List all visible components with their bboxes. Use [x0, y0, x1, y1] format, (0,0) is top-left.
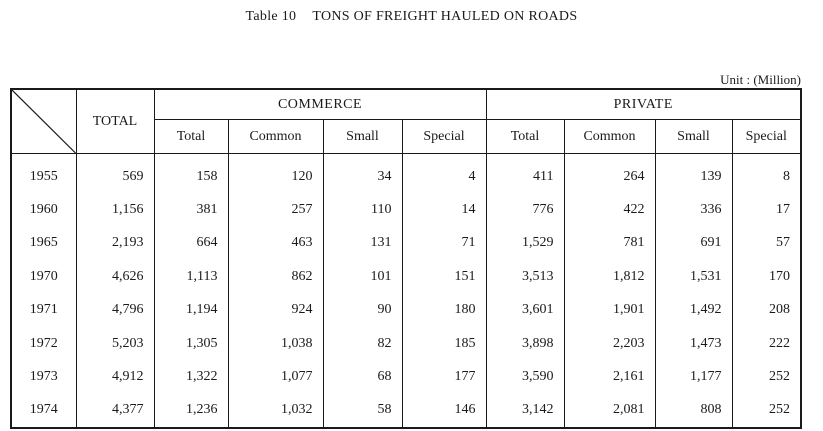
header-total: TOTAL: [76, 89, 154, 154]
cell-commerce-special: 177: [402, 360, 486, 393]
header-commerce-small: Small: [323, 120, 402, 154]
cell-commerce-common: 1,077: [228, 360, 323, 393]
cell-year: 1960: [11, 193, 76, 226]
cell-private-special: 170: [732, 260, 801, 293]
corner-cell: [11, 89, 76, 154]
cell-year: 1972: [11, 327, 76, 360]
header-private-common: Common: [564, 120, 655, 154]
table-row: [11, 193, 801, 226]
header-private-special: Special: [732, 120, 801, 154]
cell-commerce-small: 68: [323, 360, 402, 393]
cell-commerce-small: 58: [323, 394, 402, 428]
cell-commerce-total: 1,236: [154, 394, 228, 428]
cell-private-common: 781: [564, 227, 655, 260]
cell-commerce-small: 34: [323, 154, 402, 194]
cell-private-special: 222: [732, 327, 801, 360]
cell-commerce-common: 120: [228, 154, 323, 194]
cell-private-small: 1,177: [655, 360, 732, 393]
cell-total: 1,156: [76, 193, 154, 226]
cell-total: 5,203: [76, 327, 154, 360]
cell-commerce-common: 1,038: [228, 327, 323, 360]
cell-private-total: 776: [486, 193, 564, 226]
cell-private-small: 1,531: [655, 260, 732, 293]
freight-table: [10, 88, 802, 429]
cell-total: 4,626: [76, 260, 154, 293]
cell-private-total: 3,590: [486, 360, 564, 393]
cell-private-special: 8: [732, 154, 801, 194]
cell-private-special: 57: [732, 227, 801, 260]
cell-commerce-total: 381: [154, 193, 228, 226]
cell-private-common: 2,081: [564, 394, 655, 428]
cell-commerce-special: 180: [402, 294, 486, 327]
cell-commerce-common: 1,032: [228, 394, 323, 428]
cell-commerce-total: 1,194: [154, 294, 228, 327]
table-number: Table 10: [245, 9, 297, 24]
cell-commerce-total: 158: [154, 154, 228, 194]
table-row: [11, 227, 801, 260]
cell-private-common: 264: [564, 154, 655, 194]
cell-year: 1974: [11, 394, 76, 428]
cell-private-special: 252: [732, 394, 801, 428]
cell-private-total: 3,898: [486, 327, 564, 360]
cell-private-small: 808: [655, 394, 732, 428]
table-row: [11, 360, 801, 393]
cell-private-common: 1,901: [564, 294, 655, 327]
cell-commerce-special: 14: [402, 193, 486, 226]
cell-commerce-small: 90: [323, 294, 402, 327]
cell-private-common: 2,161: [564, 360, 655, 393]
cell-commerce-total: 1,305: [154, 327, 228, 360]
table-row: [11, 327, 801, 360]
cell-commerce-small: 131: [323, 227, 402, 260]
table-row: [11, 154, 801, 194]
cell-commerce-common: 924: [228, 294, 323, 327]
cell-commerce-total: 1,322: [154, 360, 228, 393]
cell-private-common: 1,812: [564, 260, 655, 293]
cell-commerce-small: 101: [323, 260, 402, 293]
cell-commerce-common: 862: [228, 260, 323, 293]
header-commerce: COMMERCE: [154, 89, 486, 120]
cell-commerce-special: 151: [402, 260, 486, 293]
cell-year: 1955: [11, 154, 76, 194]
cell-private-small: 1,492: [655, 294, 732, 327]
cell-year: 1965: [11, 227, 76, 260]
header-commerce-total: Total: [154, 120, 228, 154]
cell-private-total: 1,529: [486, 227, 564, 260]
table-caption: TONS OF FREIGHT HAULED ON ROADS: [312, 9, 578, 24]
cell-private-small: 691: [655, 227, 732, 260]
header-commerce-special: Special: [402, 120, 486, 154]
table-row: [11, 294, 801, 327]
table-row: [11, 394, 801, 428]
cell-commerce-common: 257: [228, 193, 323, 226]
cell-private-small: 1,473: [655, 327, 732, 360]
diagonal-line: [12, 90, 76, 153]
header-private: PRIVATE: [486, 89, 801, 120]
unit-label: Unit : (Million): [720, 72, 801, 87]
cell-commerce-small: 110: [323, 193, 402, 226]
header-private-total: Total: [486, 120, 564, 154]
cell-commerce-small: 82: [323, 327, 402, 360]
cell-total: 4,377: [76, 394, 154, 428]
cell-private-common: 2,203: [564, 327, 655, 360]
cell-year: 1971: [11, 294, 76, 327]
cell-commerce-special: 4: [402, 154, 486, 194]
cell-total: 4,912: [76, 360, 154, 393]
table-title: [0, 9, 823, 25]
cell-private-common: 422: [564, 193, 655, 226]
cell-commerce-special: 71: [402, 227, 486, 260]
table-body: [11, 154, 801, 429]
cell-commerce-special: 146: [402, 394, 486, 428]
cell-commerce-special: 185: [402, 327, 486, 360]
cell-private-total: 3,513: [486, 260, 564, 293]
cell-commerce-total: 1,113: [154, 260, 228, 293]
cell-total: 2,193: [76, 227, 154, 260]
cell-commerce-common: 463: [228, 227, 323, 260]
cell-total: 4,796: [76, 294, 154, 327]
header-private-small: Small: [655, 120, 732, 154]
cell-year: 1973: [11, 360, 76, 393]
cell-private-total: 3,601: [486, 294, 564, 327]
table-row: [11, 260, 801, 293]
cell-private-small: 336: [655, 193, 732, 226]
cell-total: 569: [76, 154, 154, 194]
cell-private-small: 139: [655, 154, 732, 194]
header-commerce-common: Common: [228, 120, 323, 154]
cell-private-total: 3,142: [486, 394, 564, 428]
cell-private-special: 252: [732, 360, 801, 393]
cell-commerce-total: 664: [154, 227, 228, 260]
cell-private-total: 411: [486, 154, 564, 194]
cell-year: 1970: [11, 260, 76, 293]
cell-private-special: 17: [732, 193, 801, 226]
cell-private-special: 208: [732, 294, 801, 327]
